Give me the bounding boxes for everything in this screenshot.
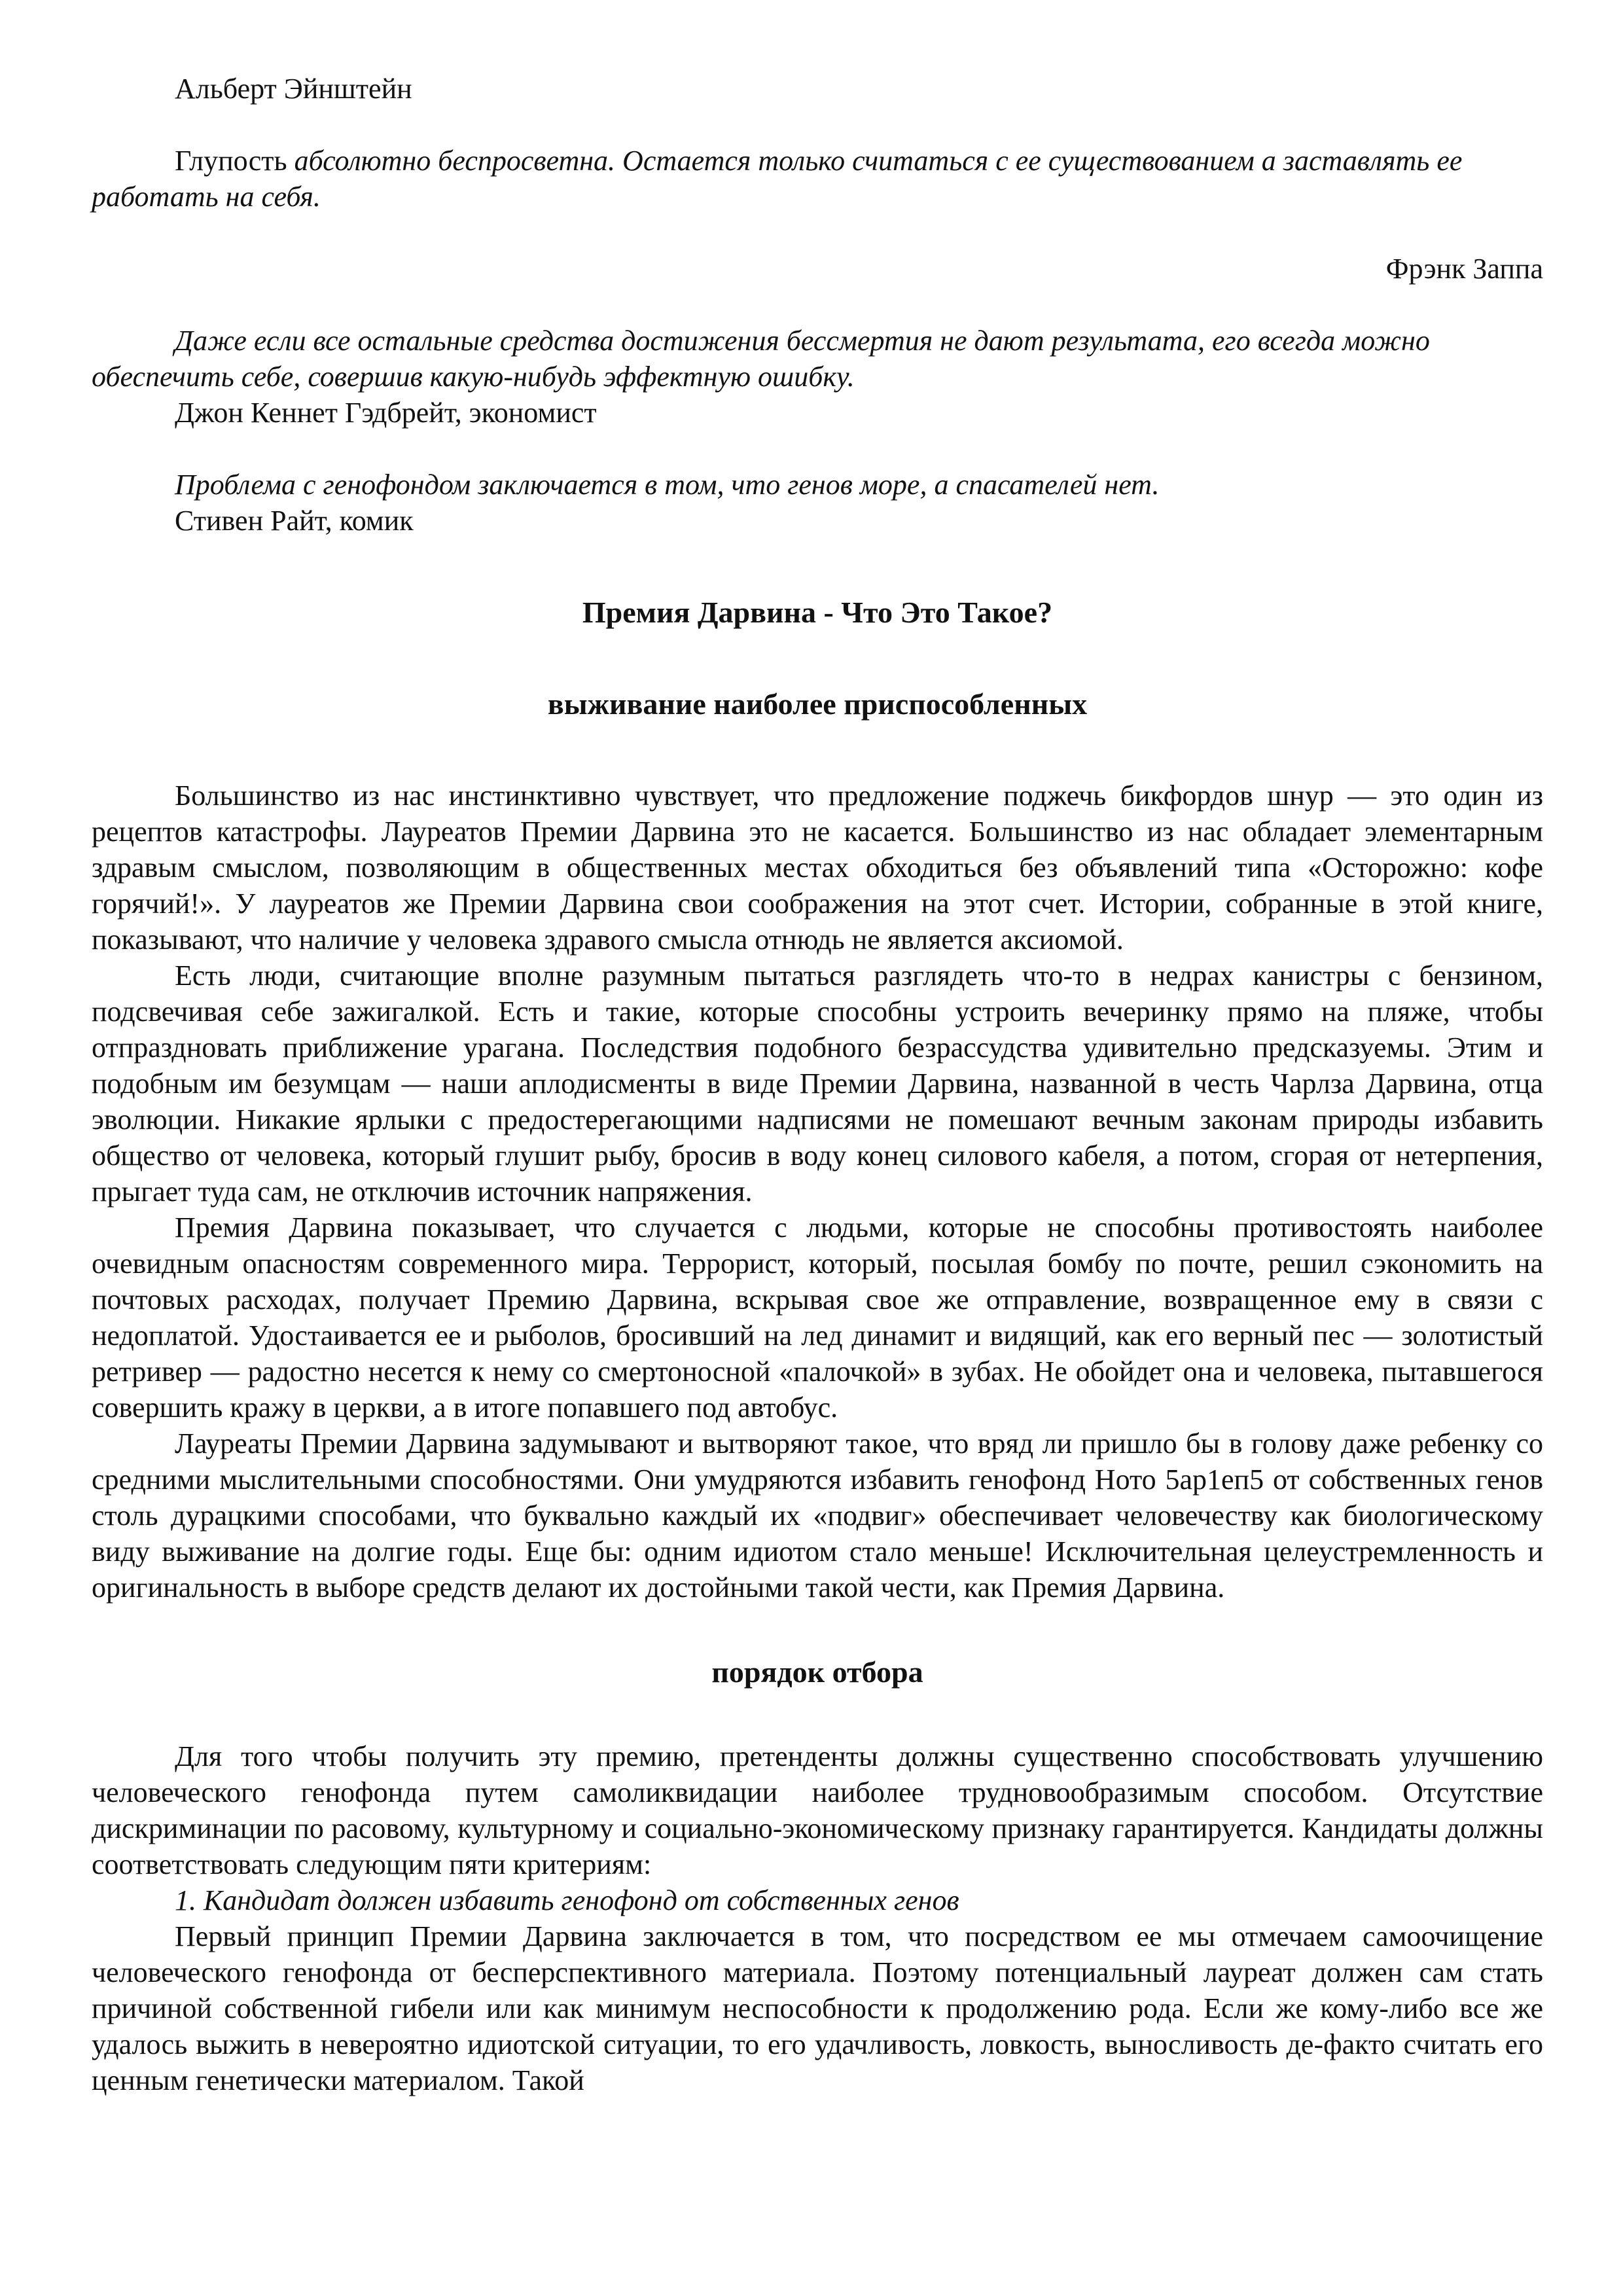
section-body (92, 778, 1543, 1605)
criterion-heading: 1. Кандидат должен избавить генофонд от собственных генов (175, 1884, 959, 1916)
body-paragraph: Лауреаты Премии Дарвина задумывают и вытворяют такое, что вряд ли пришло бы в голову даже ребенку со средними мыслительными способностями. Они умудряются избавить генофонд Ното 5ар1еп5 от собственных генов столь дурацкими способами, что буквально каждый их «подвиг» обеспечивает человечеству как биологическому виду выживание на долгие годы. Еще бы: одним идиотом стало меньше! Исключительная целеустремленность и оригинальность в выборе средств делают их достойными такой чести, как Премия Дарвина. (92, 1427, 1543, 1604)
section-body (92, 1738, 1543, 2098)
body-paragraph: Премия Дарвина показывает, что случается с людьми, которые не способны противостоять наиболее очевидным опасностям современного мира. Террорист, который, посылая бомбу по почте, решил сэкономить на почтовых расходах, получает Премию Дарвина, вскрывая свое же отправление, возвращенное ему в связи с недоплатой. Удостаивается ее и рыболов, бросивший на лед динамит и видящий, как его верный пес — золотистый ретривер — радостно несется к нему со смертоносной «палочкой» в зубах. Не обойдет она и человека, пытавшегося совершить кражу в церкви, а в итоге попавшего под автобус. (92, 1211, 1543, 1424)
quote-author: Альберт Эйнштейн (175, 73, 412, 105)
quote-author: Стивен Райт, комик (175, 505, 414, 537)
chapter-title: Премия Дарвина - Что Это Такое? (582, 596, 1053, 629)
quote-lead: Глупость (175, 145, 287, 177)
body-paragraph: Есть люди, считающие вполне разумным пытаться разглядеть что-то в недрах канистры с бензином, подсвечивая себе зажигалкой. Есть и такие, которые способны устроить вечеринку прямо на пляже, чтобы отпраздновать приближение урагана. Последствия подобного безрассудства удивительно предсказуемы. Этим и подобным им безумцам — наши аплодисменты в виде Премии Дарвина, названной в честь Чарлза Дарвина, отца эволюции. Никакие ярлыки с предостерегающими надписями не помешают вечным законам природы избавить общество от человека, который глушит рыбу, бросив в воду конец силового кабеля, а потом, сгорая от нетерпения, прыгает туда сам, не отключив источник напряжения. (92, 960, 1543, 1208)
quote-text: Проблема с генофондом заключается в том, что генов море, а спасателей нет. (175, 469, 1160, 501)
body-paragraph: Для того чтобы получить эту премию, претенденты должны существенно способствовать улучшению человеческого генофонда путем самоликвидации наиболее трудновообразимым способом. Отсутствие дискриминации по расовому, культурному и социально-экономическому признаку гарантируется. Кандидаты должны соответствовать следующим пяти критериям: (92, 1740, 1543, 1880)
quote-author: Джон Кеннет Гэдбрейт, экономист (175, 397, 597, 429)
section-heading: выживание наиболее приспособленных (547, 687, 1088, 721)
body-paragraph: Большинство из нас инстинктивно чувствует, что предложение поджечь бикфордов шнур — это один из рецептов катастрофы. Лауреатов Премии Дарвина это не касается. Большинство из нас обладает элементарным здравым смыслом, позволяющим в общественных местах обходиться без объявлений типа «Осторожно: кофе горячий!». У лауреатов же Премии Дарвина свои соображения на этот счет. Истории, собранные в этой книге, показывают, что наличие у человека здравого смысла отнюдь не является аксиомой. (92, 780, 1543, 956)
body-paragraph: Первый принцип Премии Дарвина заключается в том, что посредством ее мы отмечаем самоочищение человеческого генофонда от бесперспективного материала. Поэтому потенциальный лауреат должен сам стать причиной собственной гибели или как минимум неспособности к продолжению рода. Если же кому-либо все же удалось выжить в невероятно идиотской ситуации, то его удачливость, ловкость, выносливость де-факто считать его ценным генетически материалом. Такой (92, 1920, 1543, 2096)
quote-author: Фрэнк Заппа (1385, 253, 1543, 285)
quote-text (92, 143, 1543, 215)
document-page (92, 71, 1543, 2098)
quote-body: абсолютно беспросветна. Остается только считаться с ее существованием а заставлять ее работать на себя. (92, 145, 1463, 213)
section-heading: порядок отбора (711, 1655, 923, 1689)
quote-text: Даже если все остальные средства достижения бессмертия не дают результата, его всегда можно обеспечить себе, совершив какую-нибудь эффектную ошибку. (92, 325, 1430, 393)
